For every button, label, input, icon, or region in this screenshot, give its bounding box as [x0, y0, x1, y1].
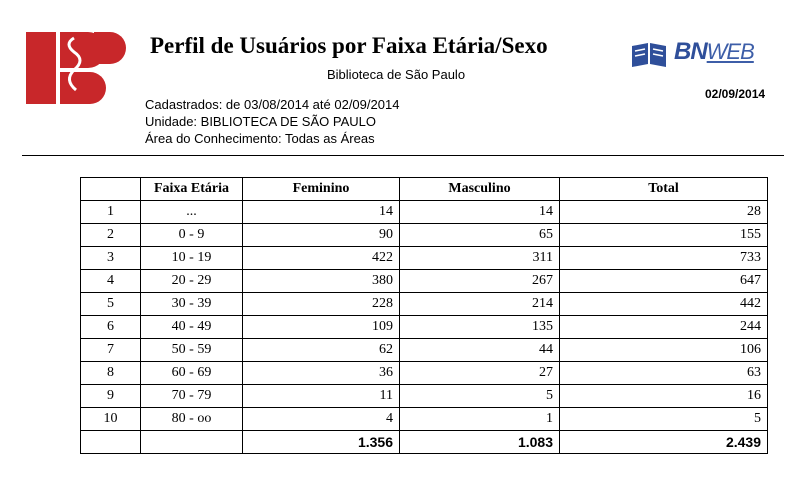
feminino-cell: 4 [243, 408, 400, 431]
total-cell: 16 [560, 385, 768, 408]
table-row [81, 247, 768, 270]
total-cell: 106 [560, 339, 768, 362]
feminino-cell: 422 [243, 247, 400, 270]
faixa-cell: 10 - 19 [141, 247, 243, 270]
table-row [81, 362, 768, 385]
feminino-cell: 90 [243, 224, 400, 247]
table-row [81, 270, 768, 293]
masculino-cell: 27 [400, 362, 560, 385]
totals-row [81, 431, 768, 454]
masculino-cell: 135 [400, 316, 560, 339]
faixa-cell: 80 - oo [141, 408, 243, 431]
total-cell: 442 [560, 293, 768, 316]
grand-total: 2.439 [560, 431, 768, 454]
col-header-index [81, 178, 141, 201]
row-index: 1 [81, 201, 141, 224]
col-header-total: Total [560, 178, 768, 201]
total-cell: 5 [560, 408, 768, 431]
row-index: 2 [81, 224, 141, 247]
masculino-cell: 14 [400, 201, 560, 224]
table-row [81, 316, 768, 339]
faixa-cell: 0 - 9 [141, 224, 243, 247]
feminino-cell: 14 [243, 201, 400, 224]
feminino-cell: 11 [243, 385, 400, 408]
area-line: Área do Conhecimento: Todas as Áreas [145, 131, 375, 146]
row-index: 7 [81, 339, 141, 362]
feminino-cell: 380 [243, 270, 400, 293]
masculino-cell: 1 [400, 408, 560, 431]
row-index: 8 [81, 362, 141, 385]
report-filters [145, 96, 399, 147]
masculino-cell: 5 [400, 385, 560, 408]
faixa-cell: 70 - 79 [141, 385, 243, 408]
faixa-cell: 20 - 29 [141, 270, 243, 293]
total-cell: 155 [560, 224, 768, 247]
masculino-cell: 214 [400, 293, 560, 316]
total-cell: 28 [560, 201, 768, 224]
header-divider [22, 155, 784, 156]
row-index: 6 [81, 316, 141, 339]
row-index: 5 [81, 293, 141, 316]
table-header-row [81, 178, 768, 201]
feminino-cell: 109 [243, 316, 400, 339]
col-header-masculino: Masculino [400, 178, 560, 201]
age-sex-table [80, 177, 768, 454]
faixa-cell: ... [141, 201, 243, 224]
total-feminino: 1.356 [243, 431, 400, 454]
faixa-cell: 50 - 59 [141, 339, 243, 362]
masculino-cell: 267 [400, 270, 560, 293]
bnweb-brand-bn: BN [674, 38, 707, 65]
faixa-cell: 40 - 49 [141, 316, 243, 339]
feminino-cell: 228 [243, 293, 400, 316]
bnweb-brand [674, 38, 754, 66]
row-index: 10 [81, 408, 141, 431]
totals-empty-index [81, 431, 141, 454]
feminino-cell: 62 [243, 339, 400, 362]
table-row [81, 385, 768, 408]
faixa-cell: 30 - 39 [141, 293, 243, 316]
biblioteca-sao-paulo-logo [26, 30, 126, 110]
table-row [81, 201, 768, 224]
total-cell: 244 [560, 316, 768, 339]
faixa-cell: 60 - 69 [141, 362, 243, 385]
masculino-cell: 65 [400, 224, 560, 247]
feminino-cell: 36 [243, 362, 400, 385]
row-index: 9 [81, 385, 141, 408]
masculino-cell: 44 [400, 339, 560, 362]
masculino-cell: 311 [400, 247, 560, 270]
report-title: Perfil de Usuários por Faixa Etária/Sexo [150, 33, 548, 58]
table-row [81, 339, 768, 362]
totals-empty-faixa [141, 431, 243, 454]
total-cell: 647 [560, 270, 768, 293]
total-cell: 63 [560, 362, 768, 385]
total-cell: 733 [560, 247, 768, 270]
row-index: 3 [81, 247, 141, 270]
col-header-faixa: Faixa Etária [141, 178, 243, 201]
report-subtitle: Biblioteca de São Paulo [327, 67, 466, 82]
total-masculino: 1.083 [400, 431, 560, 454]
col-header-feminino: Feminino [243, 178, 400, 201]
row-index: 4 [81, 270, 141, 293]
table-row [81, 408, 768, 431]
table-row [81, 293, 768, 316]
unidade-line: Unidade: BIBLIOTECA DE SÃO PAULO [145, 114, 376, 129]
report-date: 02/09/2014 [705, 87, 766, 101]
bnweb-brand-web: WEB [706, 39, 754, 64]
table-row [81, 224, 768, 247]
cadastrados-line: Cadastrados: de 03/08/2014 até 02/09/2014 [145, 97, 400, 112]
